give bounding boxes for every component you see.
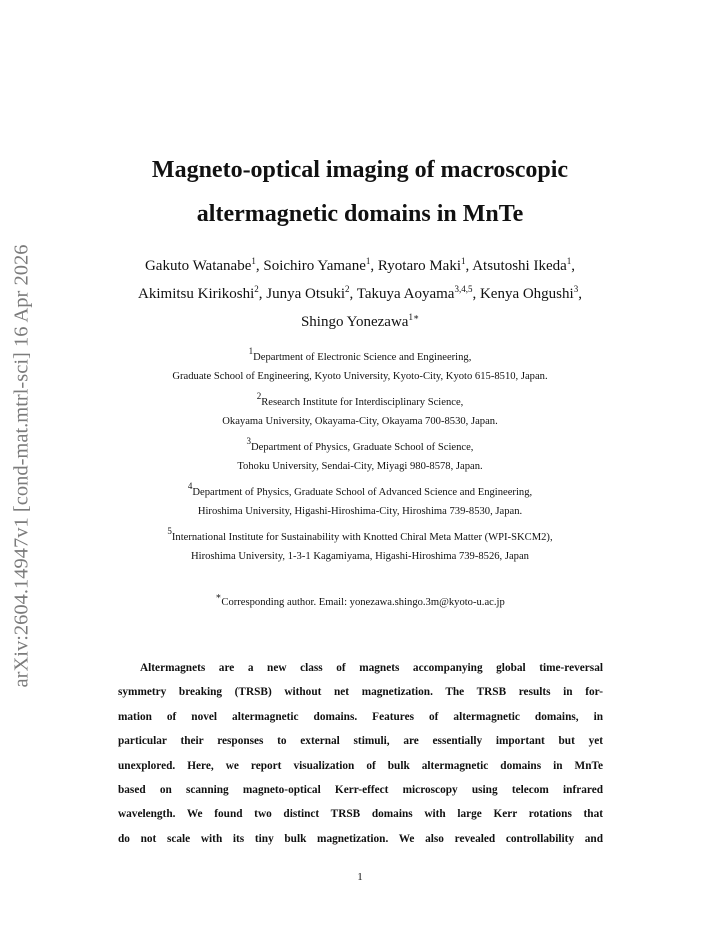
corresponding-mark: ∗ — [215, 591, 222, 601]
author-affiliation-mark: 1 — [566, 256, 572, 266]
affiliation-number: 5 — [167, 526, 172, 536]
affiliation-line: Tohoku University, Sendai-City, Miyagi 980-8578, Japan. — [237, 461, 483, 472]
abstract-line: based on scanning magneto-optical Kerr-effect microscopy using telecom infrared — [118, 784, 603, 797]
affiliation — [0, 528, 720, 566]
author-affiliation-mark: 1 — [365, 256, 371, 266]
affiliation — [0, 348, 720, 386]
affiliation — [0, 438, 720, 476]
author-name: Atsutoshi Ikeda — [472, 258, 567, 274]
abstract-line: mation of novel altermagnetic domains. Features of altermagnetic domains, in — [118, 710, 603, 723]
abstract — [118, 656, 603, 851]
abstract-line: symmetry breaking (TRSB) without net magnetization. The TRSB results in for- — [118, 686, 603, 699]
author-affiliation-mark: 3 — [573, 284, 579, 294]
affiliation-line: Department of Physics, Graduate School of Advanced Science and Engineering, — [192, 487, 533, 498]
author-line-1: Gakuto Watanabe$^1$, Soichiro Yamane$^1$, Ryotaro Maki$^1$, Atsutoshi Ikeda$^1$, — [144, 256, 576, 274]
affiliation-line: International Institute for Sustainability with Knotted Chiral Meta Matter (WPI-SKCM2), — [171, 532, 553, 543]
affiliation-number: 2 — [256, 391, 262, 401]
affiliation-line: Okayama University, Okayama-City, Okayama 700-8530, Japan. — [222, 416, 498, 427]
affiliation-number: 4 — [187, 481, 193, 491]
author-affiliation-mark: 1 — [461, 256, 466, 266]
abstract-line: unexplored. Here, we report visualization of bulk altermagnetic domains in MnTe — [118, 759, 603, 772]
affiliation-line: Research Institute for Interdisciplinary Science, — [261, 397, 464, 408]
author-list — [0, 252, 720, 336]
author-line-2: Akimitsu Kirikoshi$^2$, Junya Otsuki$^2$, Takuya Aoyama$^{3,4,5}$, Kenya Ohgushi$^3$, — [138, 284, 582, 302]
author-name: Junya Otsuki — [266, 286, 346, 302]
affiliation — [0, 483, 720, 521]
author-name: Takuya Aoyama — [356, 286, 455, 302]
author-line-3 — [0, 308, 720, 336]
author-name: Soichiro Yamane — [263, 258, 366, 274]
author-affiliation-mark: 1∗ — [408, 312, 420, 322]
affiliation-line: Hiroshima University, Higashi-Hiroshima-City, Hiroshima 739-8530, Japan. — [197, 506, 523, 517]
affiliation-list — [0, 348, 720, 573]
affiliation-line: Hiroshima University, 1-3-1 Kagamiyama, Higashi-Hiroshima 739-8526, Japan — [191, 551, 529, 562]
abstract-line: wavelength. We found two distinct TRSB domains with large Kerr rotations that — [118, 808, 603, 821]
paper-title — [0, 148, 720, 236]
title-line-1: Magneto-optical imaging of macroscopic — [151, 157, 569, 183]
abstract-line: Altermagnets are a new class of magnets accompanying global time-reversal — [140, 662, 603, 674]
author-affiliation-mark: 2 — [345, 284, 350, 294]
author-name: Shingo Yonezawa — [300, 314, 409, 330]
arxiv-stamp-text: arXiv:2604.14947v1 [cond-mat.mtrl-sci] 16 Apr 2026 — [10, 244, 33, 688]
affiliation-line: Department of Electronic Science and Engineering, — [253, 352, 472, 363]
affiliation-number: 1 — [248, 346, 254, 356]
title-line-2: altermagnetic domains in MnTe — [196, 201, 524, 227]
author-name: Akimitsu Kirikoshi — [138, 286, 255, 302]
affiliation-line: Graduate School of Engineering, Kyoto University, Kyoto-City, Kyoto 615-8510, Japan. — [172, 371, 548, 382]
affiliation — [0, 393, 720, 431]
corresponding-author — [0, 591, 720, 608]
author-affiliation-mark: 3,4,5 — [454, 284, 473, 294]
page-number: 1 — [357, 871, 363, 883]
author-name: Gakuto Watanabe — [144, 258, 252, 274]
affiliation-line: Department of Physics, Graduate School of Science, — [251, 442, 474, 453]
abstract-line: particular their responses to external stimuli, are essentially important but yet — [118, 735, 603, 748]
author-name: Ryotaro Maki — [377, 258, 462, 274]
author-affiliation-mark: 1 — [251, 256, 256, 266]
affiliation-number: 3 — [246, 436, 252, 446]
corresponding-author-text: Corresponding author. Email: yonezawa.shingo.3m@kyoto-u.ac.jp — [221, 597, 505, 608]
abstract-line: do not scale with its tiny bulk magnetization. We also revealed controllability and — [118, 832, 603, 845]
author-affiliation-mark: 2 — [254, 284, 259, 294]
author-name: Kenya Ohgushi — [479, 286, 574, 302]
